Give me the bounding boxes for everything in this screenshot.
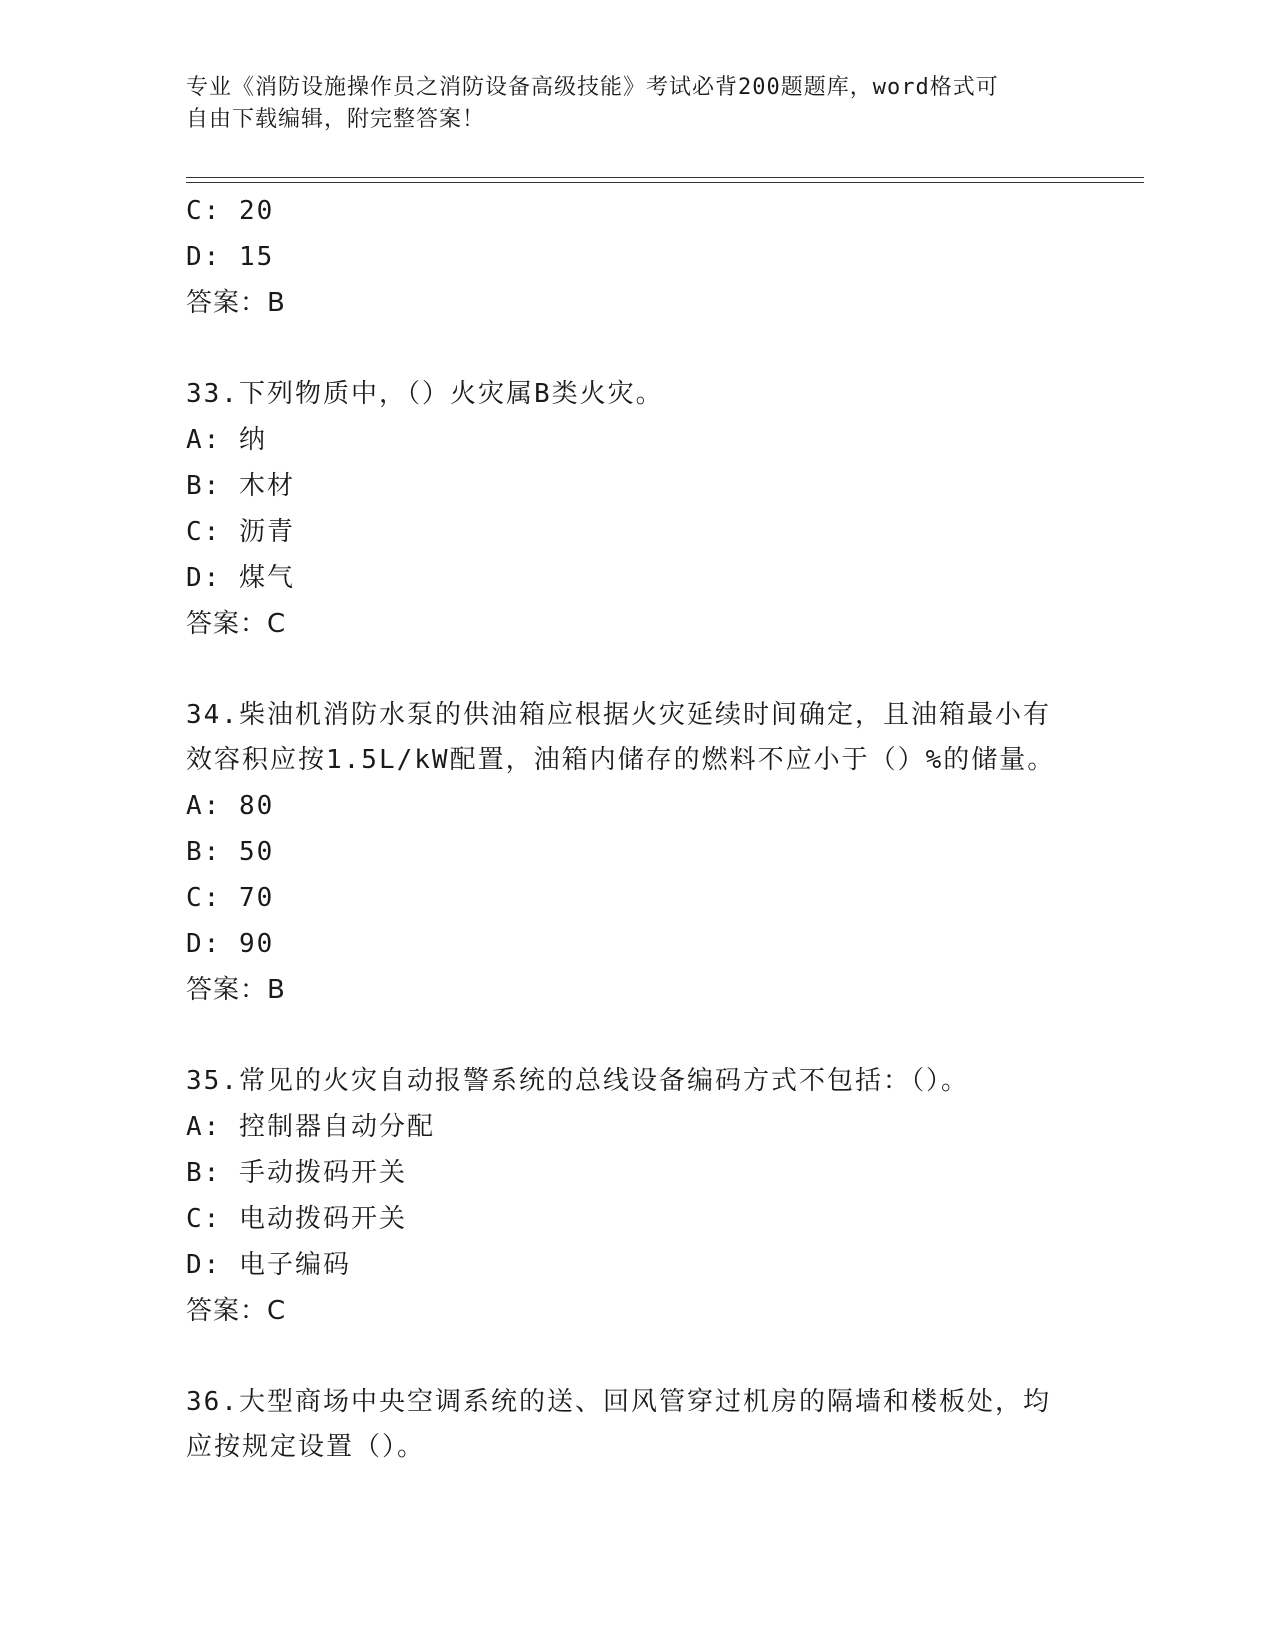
option-c: C: 沥青 <box>186 517 295 547</box>
question-text-line: 36.大型商场中央空调系统的送、回风管穿过机房的隔墙和楼板处，均 <box>186 1387 1051 1417</box>
answer-line: 答案：B <box>186 975 286 1005</box>
page-header <box>186 72 1066 136</box>
header-title-line-1: 专业《消防设施操作员之消防设备高级技能》考试必背200题题库，word格式可 <box>186 75 999 100</box>
answer-line: 答案：B <box>186 288 286 318</box>
question-36 <box>186 1380 1066 1470</box>
option-d: D: 90 <box>186 929 275 959</box>
question-text-line: 应按规定设置（）。 <box>186 1432 426 1462</box>
option-a: A: 控制器自动分配 <box>186 1112 435 1142</box>
option-d: D: 煤气 <box>186 563 295 593</box>
question-text-line: 33.下列物质中，（）火灾属B类火灾。 <box>186 379 664 409</box>
answer-line: 答案：C <box>186 609 287 639</box>
question-text <box>186 1059 1066 1104</box>
option-c: C: 20 <box>186 196 275 226</box>
option-b: B: 手动拨码开关 <box>186 1158 407 1188</box>
option-a: A: 纳 <box>186 425 267 455</box>
header-divider-top <box>186 177 1144 178</box>
option-c: C: 70 <box>186 883 275 913</box>
question-text-line: 34.柴油机消防水泵的供油箱应根据火灾延续时间确定，且油箱最小有 <box>186 700 1051 730</box>
option-c: C: 电动拨码开关 <box>186 1204 407 1234</box>
question-text <box>186 693 1066 783</box>
header-divider-bottom <box>186 182 1144 183</box>
question-33 <box>186 372 1066 647</box>
question-text-line: 35.常见的火灾自动报警系统的总线设备编码方式不包括：（）。 <box>186 1066 969 1096</box>
option-b: B: 50 <box>186 837 275 867</box>
answer-line: 答案：C <box>186 1296 287 1326</box>
option-b: B: 木材 <box>186 471 295 501</box>
question-list <box>186 188 1066 1470</box>
option-a: A: 80 <box>186 791 275 821</box>
question-35 <box>186 1059 1066 1334</box>
question-34 <box>186 693 1066 1013</box>
question-text-line: 效容积应按1.5L/kW配置，油箱内储存的燃料不应小于（）%的储量。 <box>186 745 1056 775</box>
question-fragment <box>186 188 1066 326</box>
question-text <box>186 372 1066 417</box>
option-d: D: 15 <box>186 242 275 272</box>
header-title-line-2: 自由下载编辑，附完整答案！ <box>186 107 486 132</box>
question-text <box>186 1380 1066 1470</box>
option-d: D: 电子编码 <box>186 1250 351 1280</box>
